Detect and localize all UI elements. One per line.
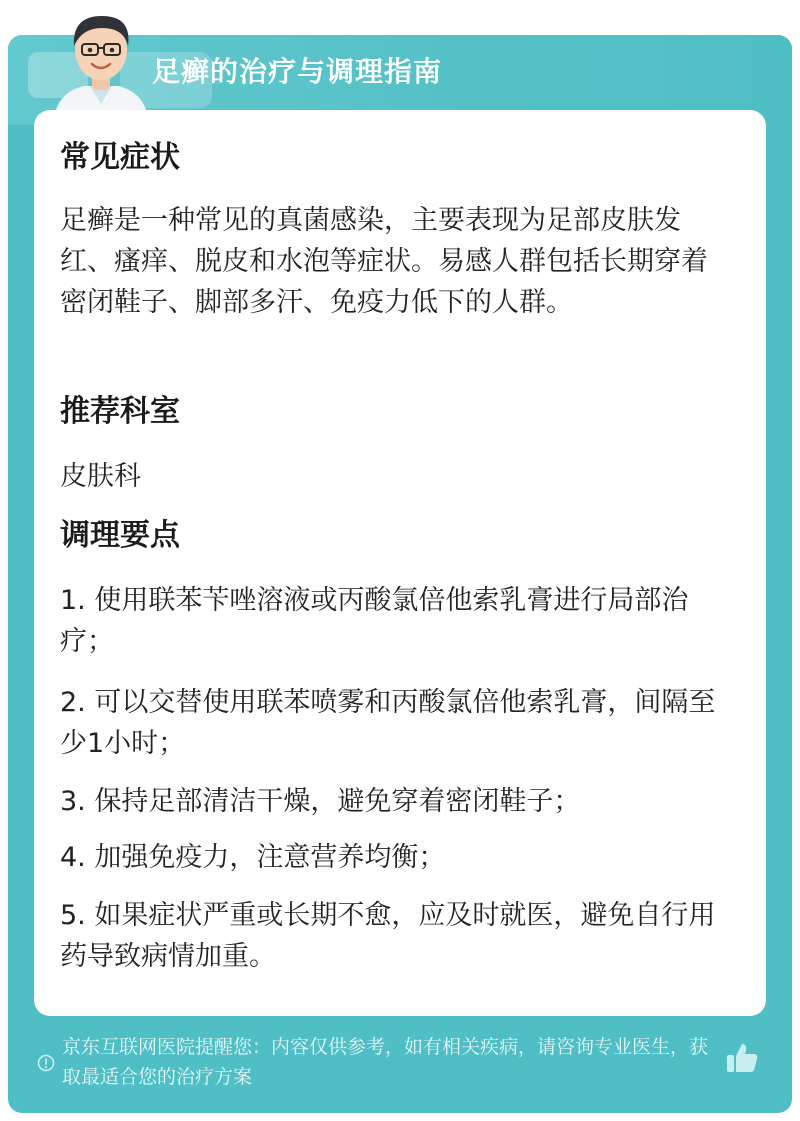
doctor-avatar-icon [46, 6, 156, 118]
section-body-department: 皮肤科 [60, 461, 141, 492]
section-heading-symptoms: 常见症状 [60, 140, 180, 175]
list-item: 1. 使用联苯苄唑溶液或丙酸氯倍他索乳膏进行局部治疗； [60, 585, 689, 657]
info-icon [37, 1054, 55, 1072]
list-item: 3. 保持足部清洁干燥，避免穿着密闭鞋子； [60, 786, 581, 817]
section-body-symptoms: 足癣是一种常见的真菌感染，主要表现为足部皮肤发红、瘙痒、脱皮和水泡等症状。易感人群包括长期穿着密闭鞋子、脚部多汗、免疫力低下的人群。 [60, 205, 708, 318]
section-heading-care-points: 调理要点 [60, 518, 180, 553]
list-item: 2. 可以交替使用联苯喷雾和丙酸氯倍他索乳膏，间隔至少1小时； [60, 687, 716, 759]
thumbs-up-icon[interactable] [724, 1040, 760, 1076]
footer-notice: 京东互联网医院提醒您：内容仅供参考，如有相关疾病，请咨询专业医生，获取最适合您的治疗方案 [62, 1036, 709, 1088]
page-title: 足癣的治疗与调理指南 [152, 55, 443, 88]
list-item: 5. 如果症状严重或长期不愈，应及时就医，避免自行用药导致病情加重。 [60, 900, 716, 972]
list-item: 4. 加强免疫力，注意营养均衡； [60, 842, 446, 873]
section-heading-department: 推荐科室 [60, 394, 180, 429]
